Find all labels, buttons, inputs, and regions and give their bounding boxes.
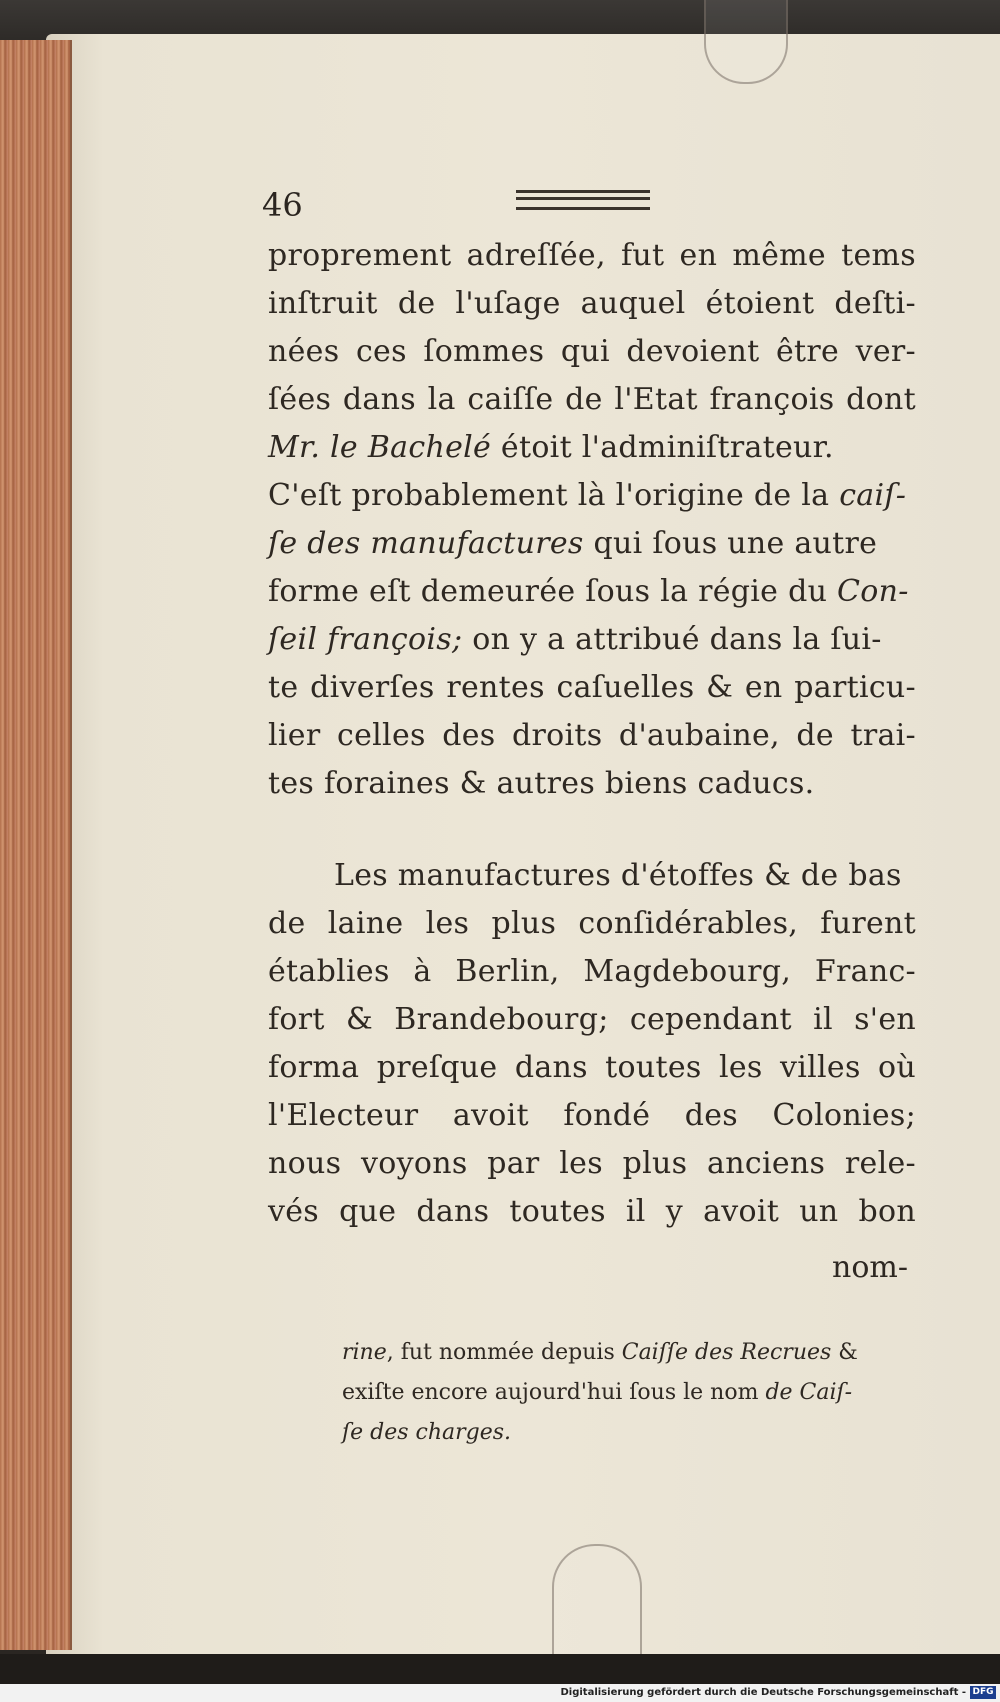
- paragraph-first-line: Les manufactures d'étoffes & de bas: [334, 858, 902, 893]
- catchword: nom-: [832, 1250, 908, 1285]
- text-line: proprement adreſſée, fut en même tems: [268, 238, 916, 273]
- italic-span: caiſ-: [839, 478, 907, 513]
- text-line: inſtruit de l'uſage auquel étoient deſti-: [268, 286, 916, 321]
- italic-span: ſe des manufactures: [268, 526, 584, 561]
- text-span: étoit l'adminiſtrateur.: [491, 430, 834, 465]
- text-line: tes foraines & autres biens caducs.: [268, 766, 815, 801]
- italic-name: Mr. le Bachelé: [268, 430, 492, 465]
- book-page-edges: [0, 40, 72, 1650]
- text-span: C'eſt probablement là l'origine de la: [268, 478, 840, 513]
- footnote-line: [342, 1340, 858, 1365]
- page-number: 46: [262, 186, 303, 224]
- text-span: , fut nommée depuis: [386, 1340, 622, 1365]
- text-line: nous voyons par les plus anciens rele-: [268, 1146, 916, 1181]
- text-span: exiſte encore aujourd'hui ſous le nom: [342, 1380, 766, 1405]
- text-line: vés que dans toutes il y avoit un bon: [268, 1194, 916, 1229]
- italic-span: Caiſſe des Recrues: [621, 1340, 832, 1365]
- footnote-line: [342, 1380, 852, 1405]
- text-span: &: [831, 1340, 858, 1365]
- scanner-bottom-border: [0, 1654, 1000, 1684]
- text-line: lier celles des droits d'aubaine, de trai-: [268, 718, 916, 753]
- italic-span: ſe des charges.: [342, 1420, 512, 1445]
- text-line: forma preſque dans toutes les villes où: [268, 1050, 916, 1085]
- text-line: [268, 622, 916, 657]
- dfg-logo: DFG: [970, 1686, 996, 1699]
- text-line: te diverſes rentes caſuelles & en particu-: [268, 670, 916, 705]
- book-page: [46, 34, 1000, 1662]
- top-page-clip: [704, 0, 788, 84]
- text-line: établies à Berlin, Magdebourg, Franc-: [268, 954, 916, 989]
- header-rule: [516, 190, 650, 210]
- italic-span: de Caiſ-: [765, 1380, 853, 1405]
- text-line: fort & Brandebourg; cependant il s'en: [268, 1002, 916, 1037]
- footnote-line: [342, 1420, 511, 1445]
- text-line: ſées dans la caiſſe de l'Etat françois dont: [268, 382, 916, 417]
- italic-span: Con-: [837, 574, 909, 609]
- text-span: on y a attribué dans la ſui-: [462, 622, 882, 657]
- text-line: [268, 478, 916, 513]
- text-span: qui ſous une autre: [583, 526, 878, 561]
- text-line: nées ces ſommes qui devoient être ver-: [268, 334, 916, 369]
- italic-span: ſeil françois;: [268, 622, 463, 657]
- text-line: [268, 574, 916, 609]
- footer-credit: Digitalisierung gefördert durch die Deutsche Forschungsgemeinschaft -: [560, 1687, 966, 1698]
- text-line: l'Electeur avoit fondé des Colonies;: [268, 1098, 916, 1133]
- text-line: [268, 526, 916, 561]
- italic-span: rine: [342, 1340, 387, 1365]
- text-line: de laine les plus conſidérables, furent: [268, 906, 916, 941]
- text-span: forme eſt demeurée ſous la régie du: [268, 574, 838, 609]
- bottom-page-clip: [552, 1544, 642, 1666]
- text-line: [268, 430, 916, 465]
